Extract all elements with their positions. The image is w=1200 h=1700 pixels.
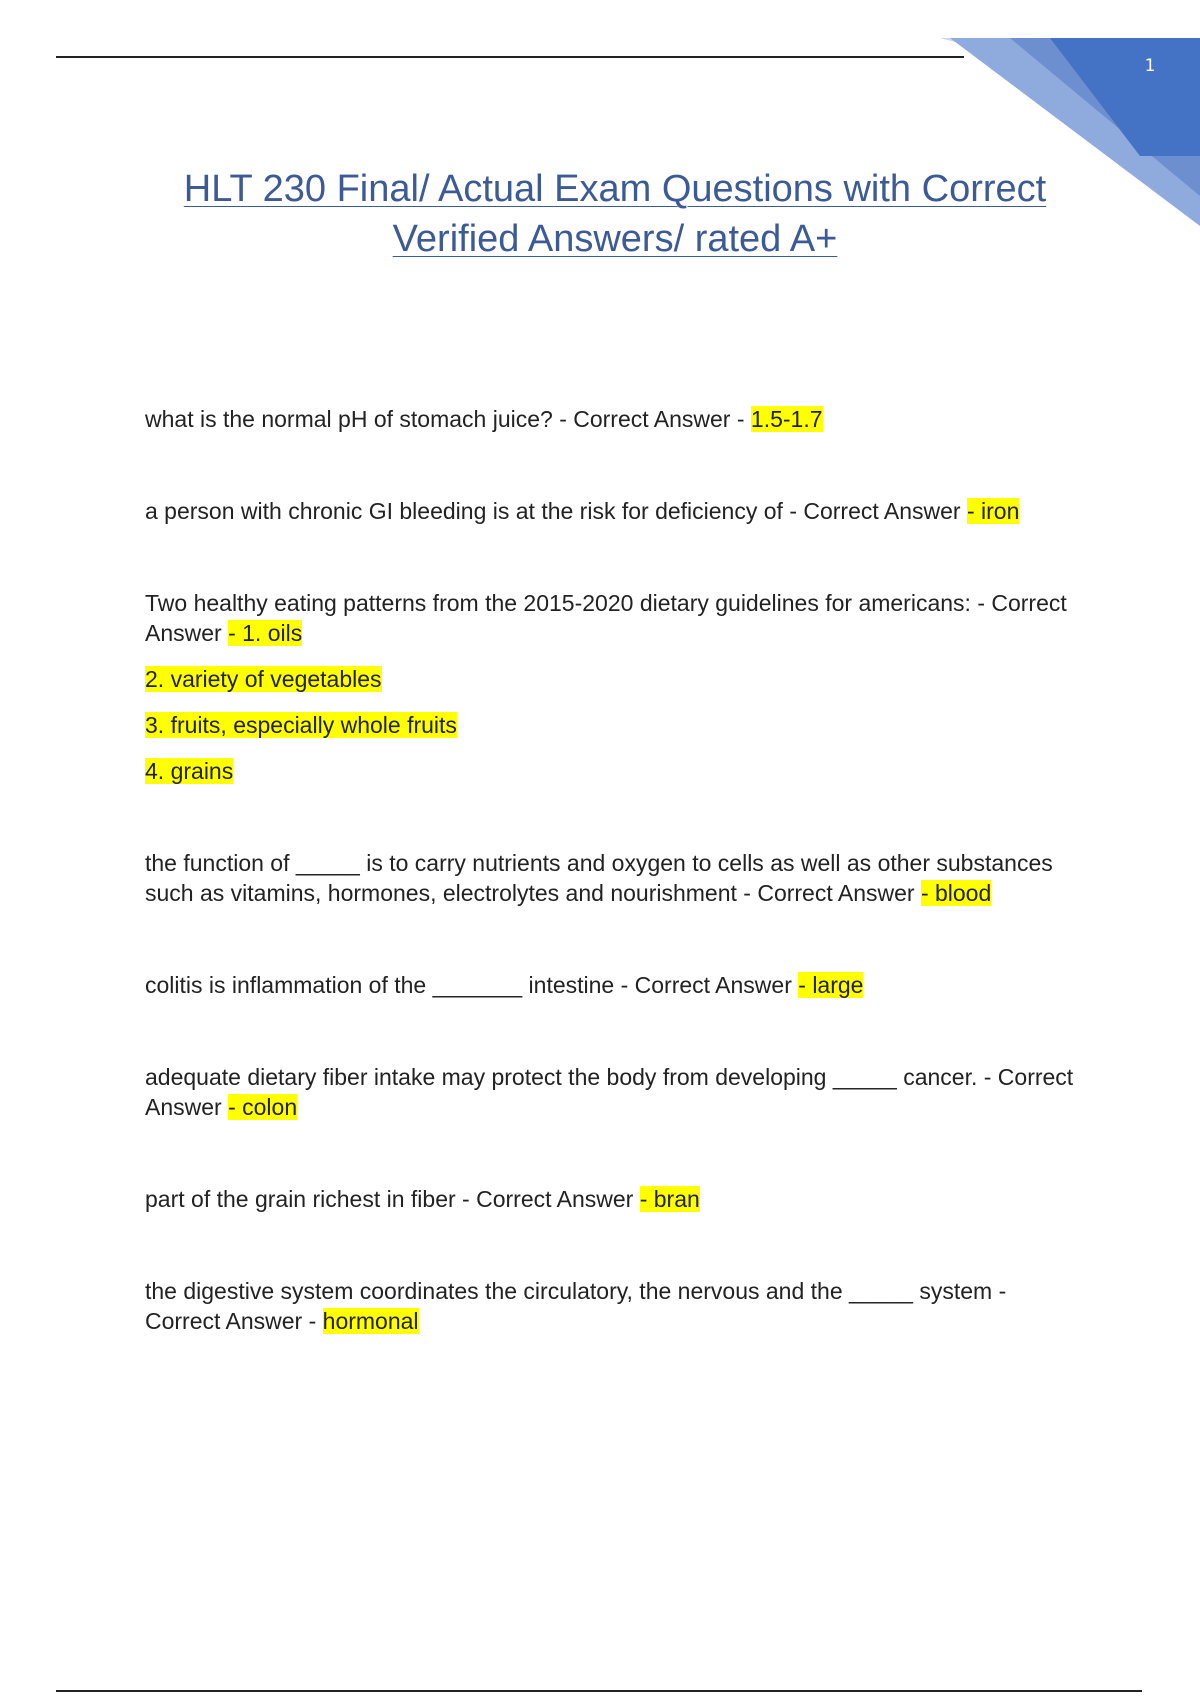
answer-highlight: 1.5-1.7: [750, 406, 823, 432]
page-title: [130, 164, 1100, 264]
qa-item: [145, 496, 1085, 526]
answer-highlight: - blood: [920, 880, 992, 906]
answer-highlight: hormonal: [322, 1308, 419, 1334]
qa-item: [145, 1276, 1085, 1336]
qa-item: [145, 848, 1085, 908]
question-text: the function of _____ is to carry nutrients and oxygen to cells as well as other substances such as vitamins, hormones, electrolytes and nourishment - Correct Answer: [145, 850, 1053, 906]
answer-highlight: - 1. oils: [228, 620, 303, 646]
title-line-2: Verified Answers/ rated A+: [392, 218, 838, 260]
question-text: a person with chronic GI bleeding is at the risk for deficiency of - Correct Answer: [145, 498, 967, 524]
answer-highlight: 2. variety of vegetables: [145, 666, 382, 692]
answer-line: [145, 756, 1085, 786]
answer-highlight: - iron: [966, 498, 1020, 524]
answer-line: [145, 710, 1085, 740]
question-text: adequate dietary fiber intake may protect the body from developing _____ cancer. - Correct Answer: [145, 1064, 1074, 1120]
answer-line: [145, 664, 1085, 694]
answer-highlight: - bran: [639, 1186, 700, 1212]
question-text: part of the grain richest in fiber - Correct Answer: [145, 1186, 640, 1212]
question-text: Two healthy eating patterns from the 2015-2020 dietary guidelines for americans: - Correct Answer: [145, 590, 1067, 646]
qa-item: [145, 1184, 1085, 1214]
qa-item: [145, 588, 1085, 786]
page-number: 1: [1144, 56, 1156, 76]
qa-list: [145, 404, 1085, 1398]
answer-highlight: - colon: [228, 1094, 298, 1120]
question-text: what is the normal pH of stomach juice? - Correct Answer -: [145, 406, 751, 432]
title-line-1: HLT 230 Final/ Actual Exam Questions with Correct: [183, 168, 1047, 210]
question-text: the digestive system coordinates the circulatory, the nervous and the _____ system - Correct Answer -: [145, 1278, 1007, 1334]
answer-highlight: 4. grains: [145, 758, 234, 784]
header-rule: [56, 56, 964, 58]
answer-highlight: 3. fruits, especially whole fruits: [145, 712, 457, 738]
footer-rule: [56, 1690, 1142, 1692]
qa-item: [145, 404, 1085, 434]
qa-item: [145, 1062, 1085, 1122]
question-text: colitis is inflammation of the _______ intestine - Correct Answer: [145, 972, 799, 998]
answer-highlight: - large: [798, 972, 864, 998]
qa-item: [145, 970, 1085, 1000]
